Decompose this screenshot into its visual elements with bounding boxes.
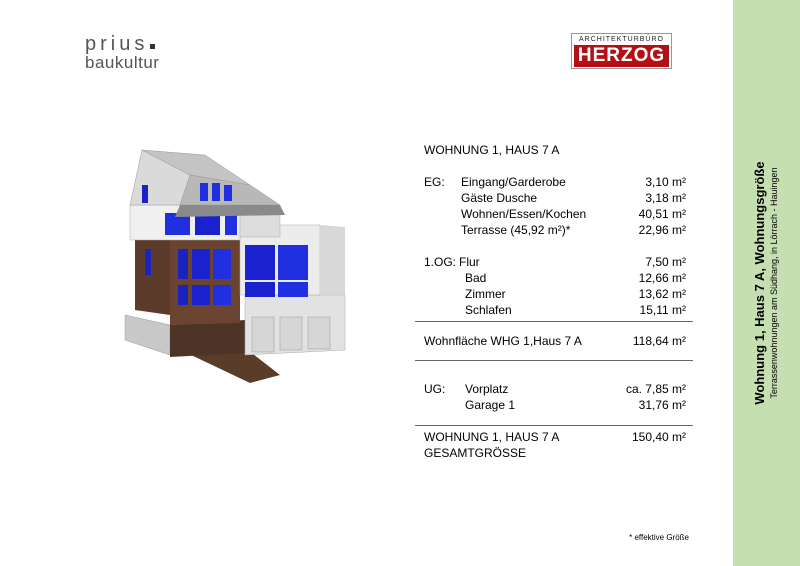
- table-row: [424, 270, 686, 286]
- subtotal-row: [424, 333, 686, 349]
- table-row: [424, 286, 686, 302]
- room-label: Wohnen/Essen/Kochen: [461, 207, 587, 221]
- herzog-logo: [571, 33, 672, 69]
- area-value: 3,18 m²: [645, 191, 686, 205]
- sidebar-text: [752, 33, 780, 533]
- divider: [415, 425, 693, 426]
- table-row: [424, 222, 686, 238]
- table-row: [424, 174, 686, 190]
- floor-label: 1.OG:: [424, 255, 457, 269]
- room-label: Gäste Dusche: [461, 191, 538, 205]
- divider: [415, 360, 693, 361]
- total-row: [424, 429, 686, 445]
- subtotal-label: Wohnfläche WHG 1,Haus 7 A: [424, 334, 582, 348]
- sidebar-subtitle: Terrassenwohnungen am Südhang, in Lörrach - Hauingen: [769, 167, 779, 399]
- logo-prius-text: prius: [85, 33, 149, 55]
- prius-baukultur-logo: [85, 34, 159, 72]
- logo-dot: [150, 44, 155, 49]
- area-value: ca. 7,85 m²: [625, 382, 686, 396]
- area-value: 40,51 m²: [638, 207, 686, 221]
- area-value: 13,62 m²: [638, 287, 686, 301]
- room-label: Garage 1: [465, 398, 516, 412]
- area-value: 31,76 m²: [638, 398, 686, 412]
- floor-label: EG:: [424, 175, 445, 189]
- divider: [415, 321, 693, 322]
- logo-baukultur-text: baukultur: [85, 53, 160, 72]
- floor-label: UG:: [424, 382, 446, 396]
- room-label: Flur: [459, 255, 480, 269]
- total-row-label2: [424, 445, 686, 461]
- table-row: [424, 381, 686, 397]
- sidebar-title: Wohnung 1, Haus 7 A, Wohnungsgröße: [752, 161, 767, 405]
- room-label: Terrasse (45,92 m²)*: [461, 223, 571, 237]
- footnote: * effektive Größe: [629, 533, 689, 542]
- table-row: [424, 190, 686, 206]
- logo-herzog-name: HERZOG: [574, 45, 669, 67]
- room-label: Bad: [465, 271, 487, 285]
- total-label: WOHNUNG 1, HAUS 7 A: [424, 430, 560, 444]
- table-row: [424, 254, 686, 270]
- room-label: Schlafen: [465, 303, 512, 317]
- heading-text: WOHNUNG 1, HAUS 7 A: [424, 143, 560, 157]
- logo-herzog-subtitle: ARCHITEKTURBÜRO: [578, 36, 664, 43]
- area-value: 12,66 m²: [638, 271, 686, 285]
- total-value: 150,40 m²: [631, 430, 686, 444]
- room-label: Zimmer: [465, 287, 506, 301]
- area-value: 22,96 m²: [638, 223, 686, 237]
- area-value: 15,11 m²: [639, 303, 686, 317]
- building-rendering: [120, 145, 420, 385]
- table-row: [424, 397, 686, 413]
- total-label-2: GESAMTGRÖSSE: [424, 446, 527, 460]
- area-value: 3,10 m²: [645, 175, 686, 189]
- room-label: Eingang/Garderobe: [461, 175, 566, 189]
- area-value: 7,50 m²: [645, 255, 686, 269]
- room-label: Vorplatz: [465, 382, 509, 396]
- table-row: [424, 302, 686, 318]
- table-row: [424, 206, 686, 222]
- table-heading: [424, 142, 686, 158]
- subtotal-value: 118,64 m²: [632, 334, 686, 348]
